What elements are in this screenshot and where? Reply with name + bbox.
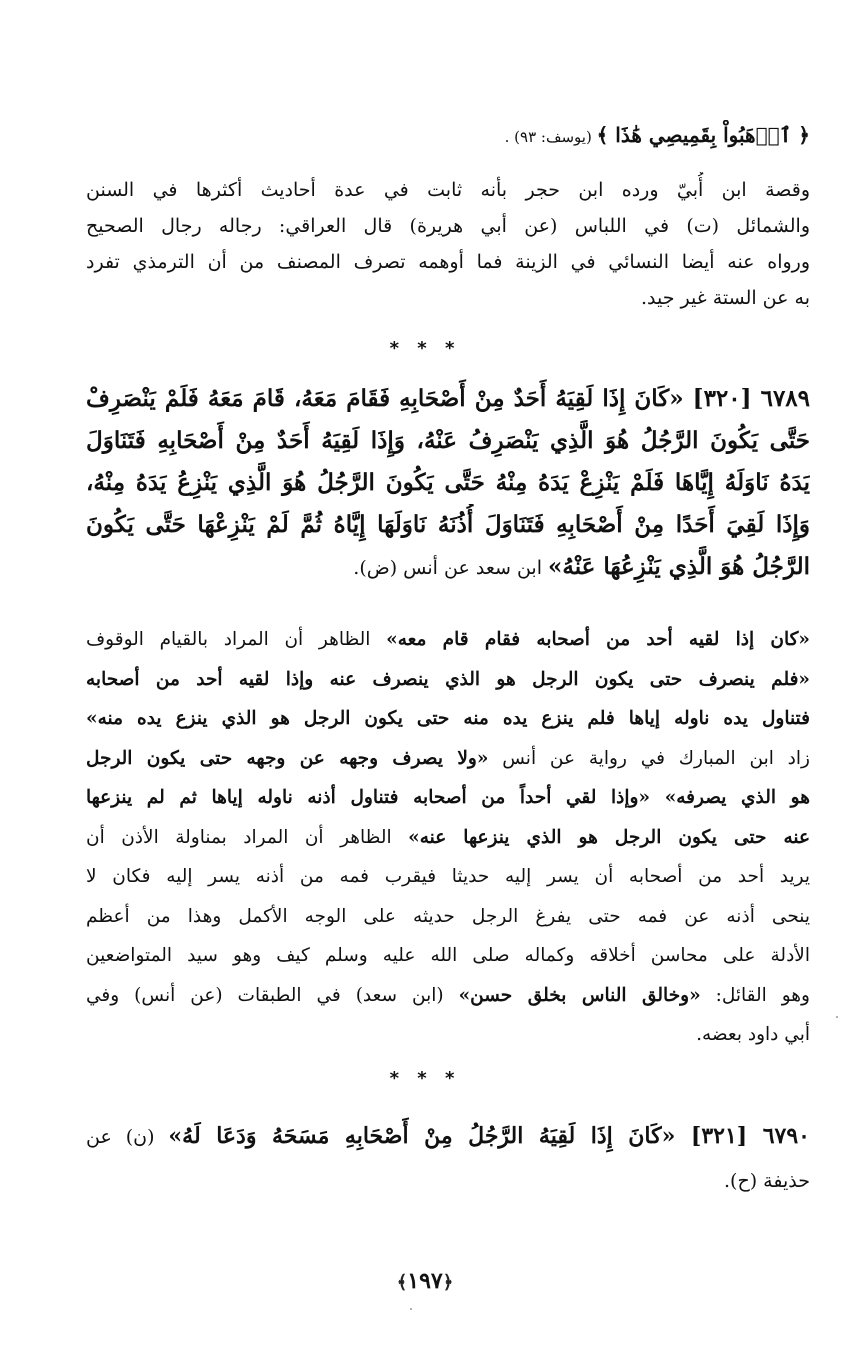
commentary-segment: فتناول يده ناوله إياها فلم ينزع يده منه حتى يكون الرجل هو الذي ينزع يده منه» — [86, 708, 810, 729]
hadith-source: (ن) عن — [86, 1126, 169, 1148]
commentary-line — [86, 818, 810, 858]
commentary-segment: يريد أحد من أصحابه أن يسر إليه حديثا فيقرب فمه من أذنه يسر إليه فكان لا — [86, 866, 810, 887]
commentary-segment: «كان إذا لقيه أحد من أصحابه فقام قام معه» — [386, 629, 810, 650]
quran-verse: ﴿ ٱذۡهَبُواْ بِقَمِيصِي هَٰذَا ﴾ — [596, 123, 810, 147]
hadith-number: ٦٧٩٠ [٣٢١] — [675, 1123, 810, 1149]
hadith-line: الرَّجُلُ هُوَ الَّذِي يَنْزِعُهَا عَنْهُ» — [548, 553, 810, 580]
hadith-line: وَإِذَا لَقِيَ أَحَدًا مِنْ أَصْحَابِهِ فَتَنَاوَلَ أُذُنَهُ نَاوَلَهَا إِيَّاهُ ثُمَّ لَمْ يَنْزِعْهَا حَتَّى يَكُونَ — [86, 511, 810, 538]
commentary-segment: الأدلة على محاسن أخلاقه وكماله صلى الله عليه وسلم كيف وهو سيد المتواضعين — [86, 945, 810, 966]
commentary-line — [86, 699, 810, 739]
quran-quote — [86, 120, 810, 152]
section-divider: * * * — [389, 1068, 461, 1089]
page-number — [0, 1268, 850, 1294]
quran-reference: (يوسف: ٩٣) . — [504, 128, 597, 146]
commentary — [86, 620, 810, 1055]
commentary-segment: الظاهر أن المراد بمناولة الأذن أن — [86, 826, 409, 848]
scan-speck — [836, 1016, 838, 1018]
scan-speck — [410, 1308, 412, 1310]
commentary-segment: ينحى أذنه عن فمه حتى يفرغ الرجل حديثه على الوجه الأكمل وهذا من أعظم — [86, 905, 810, 927]
commentary-line — [86, 1015, 810, 1055]
commentary-segment: (ابن سعد) في الطبقات (عن أنس) وفي — [86, 984, 459, 1006]
commentary-segment: هو الذي يصرفه» «وإذا لقي أحداً من أصحابه فتناول أذنه ناوله إياها ثم لم ينزعها — [86, 787, 810, 808]
commentary-line — [86, 739, 810, 779]
commentary-segment: وهو القائل: — [700, 984, 810, 1006]
commentary-line — [86, 936, 810, 976]
paragraph-1 — [86, 172, 810, 316]
commentary-segment: زاد ابن المبارك في رواية عن أنس — [488, 747, 810, 769]
hadith-6790 — [86, 1114, 810, 1203]
commentary-line — [86, 660, 810, 700]
hadith-line: حَتَّى يَكُونَ الرَّجُلُ هُوَ الَّذِي يَنْصَرِفُ عَنْهُ، وَإِذَا لَقِيَهُ أَحَدٌ مِنْ أَصْحَابِهِ فَتَنَاوَلَ — [86, 427, 810, 454]
ornament-left: ﴾ — [396, 1272, 408, 1293]
hadith-line: يَدَهُ نَاوَلَهُ إِيَّاهَا فَلَمْ يَنْزِعْ يَدَهُ مِنْهُ حَتَّى يَكُونَ الرَّجُلُ هُوَ الَّذِي يَنْزِعُ يَدَهُ مِنْهُ، — [86, 469, 810, 496]
paragraph-line: والشمائل (ت) في اللباس (عن أبي هريرة) قال العراقي: رجاله رجال الصحيح — [86, 215, 810, 237]
ornament-right: ﴿ — [442, 1272, 454, 1293]
hadith-source: ابن سعد عن أنس (ض). — [353, 557, 549, 579]
hadith-source: حذيفة (ح). — [724, 1170, 810, 1192]
commentary-segment: «فلم ينصرف حتى يكون الرجل هو الذي ينصرف عنه وإذا لقيه أحد من أصحابه — [86, 668, 810, 690]
hadith-6789 — [86, 378, 810, 589]
commentary-segment: أبي داود بعضه. — [696, 1024, 810, 1045]
commentary-segment: «وخالق الناس بخلق حسن» — [458, 984, 701, 1006]
commentary-line — [86, 857, 810, 897]
commentary-line — [86, 620, 810, 660]
commentary-segment: عنه حتى يكون الرجل هو الذي ينزعها عنه» — [408, 826, 810, 848]
commentary-segment: «ولا يصرف وجهه عن وجهه حتى يكون الرجل — [86, 747, 489, 769]
commentary-line — [86, 897, 810, 937]
section-divider: * * * — [389, 338, 461, 359]
commentary-line — [86, 976, 810, 1016]
paragraph-line: ورواه عنه أيضا النسائي في الزينة فما أوهمه تصرف المصنف من أن الترمذي تفرد — [86, 251, 810, 273]
commentary-segment: الظاهر أن المراد بالقيام الوقوف — [86, 629, 387, 650]
hadith-line: ٦٧٨٩ [٣٢٠] «كَانَ إِذَا لَقِيَهُ أَحَدٌ مِنْ أَصْحَابِهِ فَقَامَ مَعَهُ، قَامَ مَعَهُ فَلَمْ يَنْصَرِفْ — [86, 385, 810, 412]
hadith-text: «كَانَ إِذَا لَقِيَهُ الرَّجُلُ مِنْ أَصْحَابِهِ مَسَحَهُ وَدَعَا لَهُ» — [168, 1123, 676, 1149]
paragraph-line: وقصة ابن أُبيّ ورده ابن حجر بأنه ثابت في عدة أحاديث أكثرها في السنن — [86, 179, 810, 201]
page-number-value: ١٩٧ — [407, 1268, 443, 1294]
paragraph-line: به عن الستة غير جيد. — [640, 287, 810, 309]
commentary-line — [86, 778, 810, 818]
